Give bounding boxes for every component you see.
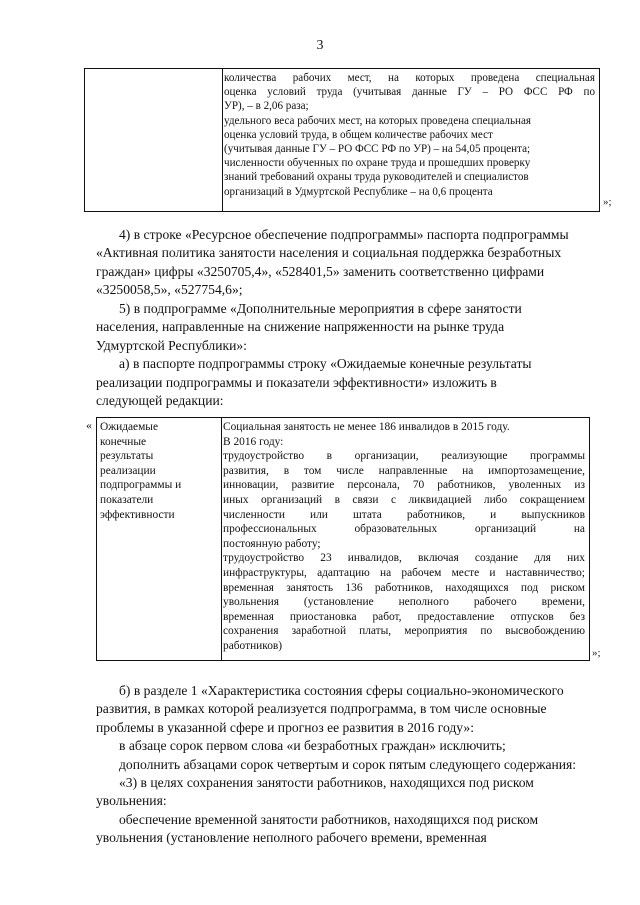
table-line: эффективности [100, 508, 175, 521]
table-line: постоянную работу; [223, 537, 321, 550]
text-line: «3) в целях сохранения занятости работников, находящихся под риском [119, 774, 534, 790]
table-line: увольнения (установление неполного рабочего времени, [223, 596, 585, 609]
expected-results-table [96, 417, 590, 661]
text-line: «Активная политика занятости населения и социальная поддержка безработных [96, 245, 562, 261]
section-b-paragraphs [96, 682, 609, 848]
table-line: трудоустройство в организации, реализующие программы [223, 450, 585, 463]
text-line: следующей редакции: [96, 392, 224, 408]
table-right-column [224, 71, 595, 199]
table-left-column [97, 418, 222, 660]
table-line: профессиональных образовательных организаций на [223, 523, 585, 536]
text-line: развития, в рамках которой реализуется подпрограмма, в том числе основные [96, 701, 547, 717]
opening-quote: « [86, 418, 92, 432]
table-line: конечные [100, 435, 147, 448]
table-line: работников) [223, 639, 283, 652]
table-line: Социальная занятость не менее 186 инвалидов в 2015 году. [223, 421, 510, 433]
text-line: 4) в строке «Ресурсное обеспечение подпрограммы» паспорта подпрограммы [119, 227, 569, 242]
table-line: численности или штата работников, и выпускников [223, 508, 585, 521]
table-line: численности обученных по охране труда и прошедших проверку [224, 157, 531, 170]
table-line: развития, в том числе направленные на импортозамещение, [223, 464, 585, 477]
text-line: 5) в подпрограмме «Дополнительные мероприятия в сфере занятости [119, 301, 522, 316]
table-right-column [223, 420, 585, 654]
text-line: «3250058,5», «527754,6»; [96, 282, 243, 298]
table-line: трудоустройство 23 инвалидов, включая создание для них [223, 552, 585, 565]
table-left-column-empty [85, 69, 223, 211]
text-line: дополнить абзацами сорок четвертым и сорок пятым следующего содержания: [119, 756, 577, 772]
text-line: а) в паспорте подпрограммы строку «Ожидаемые конечные результаты [119, 356, 532, 372]
table-line: (учитывая данные ГУ – РО ФСС РФ по УР) – на 54,05 процента; [224, 143, 531, 156]
text-line: увольнения: [96, 793, 167, 809]
table-line: иных организаций в связи с ликвидацией либо сокращением [223, 493, 585, 506]
table-line: удельного веса рабочих мест, на которых проведена специальная [224, 114, 531, 127]
table-line: подпрограммы и [100, 479, 182, 492]
table-line: временная приостановка работ, предоставление отпусков без [223, 610, 585, 623]
closing-quote: »; [603, 196, 612, 208]
text-line: населения, направленные на снижение напряженности на рынке труда [96, 319, 505, 335]
table-line: организаций в Удмуртской Республике – на 0,6 процента [224, 185, 493, 198]
text-line: обеспечение временной занятости работников, находящихся под риском [119, 811, 539, 827]
text-line: граждан» цифры «3250705,4», «528401,5» заменить соответственно цифрами [96, 263, 545, 279]
table-line: Ожидаемые [100, 421, 159, 433]
table-line: временная занятость 136 работников, находящихся под риском [223, 581, 585, 594]
closing-quote: »; [592, 647, 601, 659]
table-line: реализации [100, 464, 156, 477]
indicators-table-continuation [84, 68, 600, 212]
page-number: 3 [316, 38, 324, 53]
table-line: инфраструктуры, адаптацию на рабочем месте и наставничество; [223, 566, 585, 579]
table-line: знаний требований охраны труда руководителей и специалистов [224, 171, 529, 184]
table-line: инновации, развитие персонала, 70 работников, уволенных из [223, 479, 585, 492]
table-line: показатели [100, 493, 154, 506]
paragraph-4 [96, 226, 609, 300]
text-line: увольнения (установление неполного рабочего времени, временная [96, 830, 487, 846]
table-line: оценка условий труда, в общем количестве рабочих мест [224, 128, 493, 141]
text-line: Удмуртской Республики»: [96, 337, 247, 353]
paragraph-5 [96, 300, 609, 410]
text-line: б) в разделе 1 «Характеристика состояния сферы социально-экономического [119, 683, 564, 698]
table-line: сохранения заработной платы, мероприятия по высвобождению [223, 625, 585, 638]
table-line: УР), – в 2,06 раза; [224, 100, 309, 113]
text-line: в абзаце сорок первом слова «и безработных граждан» исключить; [119, 738, 506, 754]
table-line: результаты [100, 450, 154, 463]
table-line: В 2016 году: [223, 435, 284, 448]
table-line: оценка условий труда (учитывая данные ГУ – РО ФСС РФ по [224, 86, 595, 99]
text-line: проблемы в указанной сфере и прогноз ее развития в 2016 году»: [96, 719, 474, 735]
table-line: количества рабочих мест, на которых проведена специальная [224, 72, 595, 84]
text-line: реализации подпрограммы и показатели эффективности» изложить в [96, 374, 497, 390]
